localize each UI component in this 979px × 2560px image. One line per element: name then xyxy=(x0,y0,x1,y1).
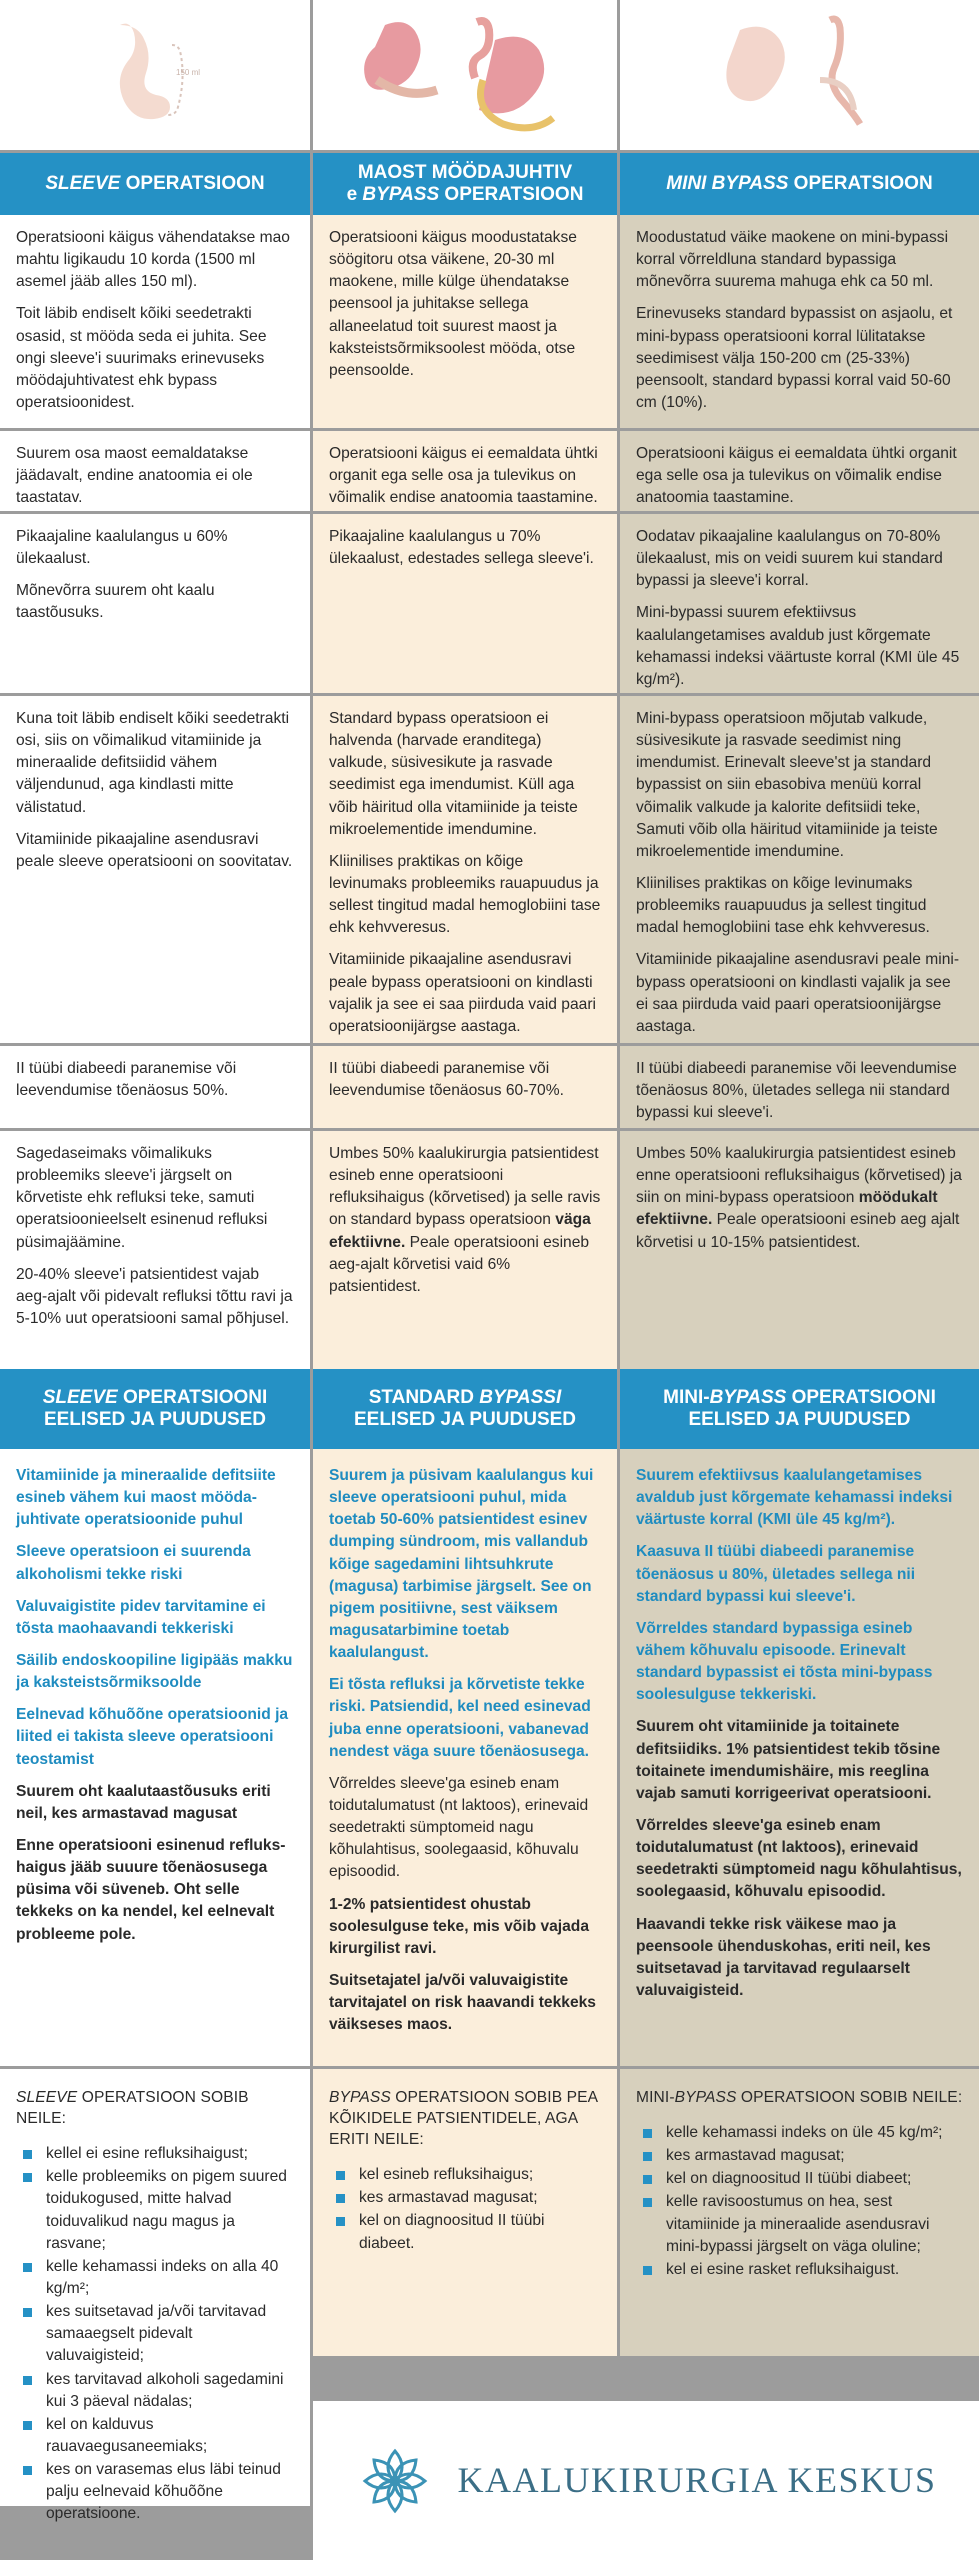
row6-mini xyxy=(620,1131,979,1369)
t: BYPASSI xyxy=(479,1386,562,1408)
row6-bypass xyxy=(313,1131,620,1369)
suitable-mini-list xyxy=(636,2122,963,2281)
row4-mini xyxy=(620,696,979,1046)
header-bypass-line1: MAOST MÖÖDAJUHTIV xyxy=(357,161,573,183)
suitable-mini xyxy=(620,2069,979,2359)
pro-item: Võrreldes standard bypassiga esineb vähem kõhuvalu episoode. Erinevalt standard bypassist ei tõsta mini-bypass soolesulguse tekkeriski. xyxy=(636,1619,933,1704)
t: STANDARD xyxy=(368,1386,480,1408)
header-bypass-pre: e xyxy=(346,184,363,205)
lotus-logo-icon xyxy=(355,2441,435,2521)
list-item: kel ei esine rasket refluksihaigust. xyxy=(636,2259,963,2281)
row3-mini xyxy=(620,514,979,696)
t: BYPASS xyxy=(674,2089,737,2106)
pro-item: Vitamiinide ja mineraalide defitsiite esineb vähem kui maost mööda-juhtivate operatsioonide puhul xyxy=(16,1467,276,1529)
text: Erinevuseks standard bypassist on asjaolu, et mini-bypass operatsiooni korral lülitatakse seedimisest välja 150-200 cm (25-33%) peensoolt, standard bypassi korral vaid 50-60 cm (10%). xyxy=(636,305,953,411)
suitable-sleeve-list xyxy=(16,2143,294,2525)
list-item: kel on kalduvus rauavaegusaneemiaks; xyxy=(16,2414,294,2458)
suitable-sleeve-title xyxy=(16,2087,294,2129)
text-bold: möödukalt efektiivne. xyxy=(636,1189,938,1229)
text: 20-40% sleeve'i patsientidest vajab aeg-ajalt või pidevalt refluksi tõttu ravi ja 5-10% uut operatsiooni samal põhjusel. xyxy=(16,1265,293,1327)
t: OPERATSIOON SOBIB PEA KÕIKIDELE PATSIENTIDELE, AGA ERITI NEILE: xyxy=(329,2089,598,2149)
suitable-sleeve xyxy=(0,2069,313,2523)
list-item: kes suitsetavad ja/või tarvitavad samaaegselt pidevalt valuvaigisteid; xyxy=(16,2301,294,2367)
t: BYPASS xyxy=(329,2089,391,2106)
logo-banner xyxy=(313,2401,979,2560)
text: Peale operatsiooni esineb aeg-ajalt kõrvetisi vaid 6% patsientidest. xyxy=(329,1233,590,1295)
row4-bypass xyxy=(313,696,620,1046)
t: SLEEVE xyxy=(16,2089,78,2106)
row1-mini xyxy=(620,215,979,431)
text: Oodatav pikaajaline kaalulangus on 70-80% ülekaalust, mis on veidi suurem kui standard bypassi ja sleeve'i korral. xyxy=(636,528,943,590)
header-mini-bypass xyxy=(620,153,979,215)
text: Kliinilises praktikas on kõige levinumaks probleemiks rauapuudus ja sellest tingitud madal hemoglobiini tase ehk kehvveresus. xyxy=(636,874,930,937)
suitable-bypass-list xyxy=(329,2164,601,2255)
list-item: kes on varasemas elus läbi teinud palju eelnevaid kõhuõõne operatsioone. xyxy=(16,2459,294,2525)
pro-item: Suurem efektiivsus kaalulangetamises avaldub just kõrgemate kehamassi indeksi väärtuste korral (KMI üle 45 kg/m²). xyxy=(636,1467,953,1529)
text: II tüübi diabeedi paranemise või leevendumise tõenäosus 60-70%. xyxy=(329,1060,564,1100)
row6-sleeve xyxy=(0,1131,313,1369)
row5-mini xyxy=(620,1046,979,1131)
header-sleeve-post: OPERATSIOON xyxy=(120,172,265,194)
t: OPERATSIOON SOBIB NEILE: xyxy=(16,2089,249,2128)
row4-sleeve xyxy=(0,696,313,1046)
pros-header-mini xyxy=(620,1369,979,1449)
text: Mini-bypass operatsioon mõjutab valkude, süsivesikute ja rasvade seedimist ning imendumist. Erinevalt sleeve'st ja standard bypassist on siin ebasobiva menüü korral võimalik valkude ja kalorite defitsiidi teke, Samuti võib olla häiritud vitamiinide ja teiste mikroelementide imendumine. xyxy=(636,710,938,860)
t: EELISED JA PUUDUSED xyxy=(353,1409,577,1430)
stomach-sleeve-icon xyxy=(80,15,230,135)
row2-bypass xyxy=(313,431,620,514)
t: MINI- xyxy=(636,2089,675,2106)
row5-bypass xyxy=(313,1046,620,1131)
row3-sleeve xyxy=(0,514,313,696)
pro-item: Eelnevad kõhuõõne operatsioonid ja liited ei takista sleeve operatsiooni teostamist xyxy=(16,1706,289,1768)
t: SLEEVE xyxy=(42,1386,118,1408)
text: Peale operatsiooni esineb aeg ajalt kõrvetisi u 10-15% patsientidest. xyxy=(636,1211,960,1251)
con-item: Võrreldes sleeve'ga esineb enam toidutalumatust (nt laktoos), erinevaid seedetrakti sümptomeid nagu kõhulahtisus, soolegaasid, kõhuvalu episoodid. xyxy=(329,1774,589,1881)
t: EELISED JA PUUDUSED xyxy=(43,1409,267,1430)
t: OPERATSIOON SOBIB NEILE: xyxy=(736,2089,963,2106)
text: Kuna toit läbib endiselt kõiki seedetrakti osi, siis on võimalikud vitamiinide ja mineraalide defitsiidid vähem väljendunud, aga kindlasti mitte välistatud. xyxy=(16,710,290,816)
con-item: Suurem oht vitamiinide ja toitainete defitsiidiks. 1% patsientidest tekib tõsine toitainete imendumishäire, mis reeglina vajab samuti korrigeerivat operatsiooni. xyxy=(636,1718,941,1802)
text-bold: väga efektiivne. xyxy=(329,1211,591,1251)
suitable-bypass xyxy=(313,2069,620,2359)
text: Pikaajaline kaalulangus u 60% ülekaalust. xyxy=(16,528,228,568)
header-sleeve-em: SLEEVE xyxy=(45,172,121,194)
text: Kliinilises praktikas on kõige levinumaks probleemiks rauapuudus ja sellest tingitud madal hemoglobiini tase ehk kehvveresus. xyxy=(329,852,601,937)
list-item: kellel ei esine refluksihaigust; xyxy=(16,2143,294,2165)
list-item: kes armastavad magusat; xyxy=(636,2145,963,2167)
pro-item: Säilib endoskoopiline ligipääs makku ja kaksteistsõrmiksoolde xyxy=(16,1651,293,1692)
pros-header-sleeve xyxy=(0,1369,313,1449)
list-item: kel on diagnoositud II tüübi diabeet. xyxy=(329,2210,601,2254)
sleeve-stomach-illustration xyxy=(0,0,313,153)
text: II tüübi diabeedi paranemise või leevendumise tõenäosus 50%. xyxy=(16,1060,237,1100)
text: Mini-bypassi suurem efektiivsus kaalulangetamises avaldub just kõrgemate kehamassi indeksi väärtuste korral (KMI üle 45 kg/m²). xyxy=(636,604,960,688)
bypass-stomach-illustration xyxy=(313,0,620,153)
suitable-mini-title xyxy=(636,2087,963,2108)
text: Pikaajaline kaalulangus u 70% ülekaalust, edestades sellega sleeve'i. xyxy=(329,528,594,568)
text: Operatsiooni käigus moodustatakse söögitoru otsa väikene, 20-30 ml maokene, mille külge ühendatakse peensool ja juhitakse sellega allaneelatud toit suurest maost ja kaksteistsõrmiksoolest mööda, otse peensoolde. xyxy=(329,229,577,379)
row1-sleeve xyxy=(0,215,313,431)
list-item: kelle probleemiks on pigem suured toidukogused, mitte halvad toiduvalikud nagu magus ja rasvane; xyxy=(16,2166,294,2255)
pro-item: Ei tõsta refluksi ja kõrvetiste tekke riski. Patsiendid, kel need esinevad juba enne operatsiooni, vabanevad nendest väga suure tõenäosusega. xyxy=(329,1676,591,1760)
text: Moodustatud väike maokene on mini-bypassi korral võrreldluna standard bypassiga mõnevõrra suurema mahuga ehk ca 50 ml. xyxy=(636,229,949,291)
t: EELISED JA PUUDUSED xyxy=(688,1409,911,1430)
text: Umbes 50% kaalukirurgia patsientidest esineb enne operatsiooni refluksihaigus (kõrvetised) ja siin on mini-bypass operatsioon xyxy=(636,1145,962,1207)
con-item: Haavandi tekke risk väikese mao ja peensoole ühenduskohas, eriti neil, kes suitsetavad ja tarvitavad regulaarselt valuvaigisteid. xyxy=(636,1915,931,1999)
list-item: kel esineb refluksihaigus; xyxy=(329,2164,601,2186)
logo-text: KAALUKIRURGIA KESKUS xyxy=(457,2459,937,2500)
text: Vitamiinide pikaajaline asendusravi peale mini-bypass operatsiooni on kindlasti vajalik ja see ei saa piirduda vaid paari operatsioonijärgse aastaga. xyxy=(636,951,960,1035)
text: Operatsiooni käigus vähendatakse mao mahtu ligikaudu 10 korda (1500 ml asemel jääb alles 150 ml). xyxy=(16,229,290,291)
t: OPERATSIOONI xyxy=(786,1386,936,1408)
text: II tüübi diabeedi paranemise või leevendumise tõenäosus 80%, ületades sellega nii standard bypassi kui sleeve'i. xyxy=(636,1060,957,1122)
text: Sagedaseimaks võimalikuks probleemiks sleeve'i järgselt on kõrvetiste ehk refluksi teke, samuti operatsioonieelselt esinenud refluksi püsimajäämine. xyxy=(16,1145,268,1251)
header-bypass-post: OPERATSIOON xyxy=(439,184,584,205)
pros-sleeve xyxy=(0,1449,313,2069)
pro-item: Sleeve operatsioon ei suurenda alkoholismi tekke riski xyxy=(16,1543,251,1583)
pros-mini xyxy=(620,1449,979,2069)
text: Mõnevõrra suurem oht kaalu taastõusuks. xyxy=(16,582,215,622)
t: MINI- xyxy=(663,1386,710,1408)
pros-bypass xyxy=(313,1449,620,2069)
text: Vitamiinide pikaajaline asendusravi peale sleeve operatsiooni on soovitatav. xyxy=(16,830,293,870)
header-mini-post: OPERATSIOON xyxy=(788,172,933,194)
con-item: Suurem oht kaalutaastõusuks eriti neil, kes armastavad magusat xyxy=(16,1782,271,1822)
row2-sleeve xyxy=(0,431,313,514)
row3-bypass xyxy=(313,514,620,696)
text: Operatsiooni käigus ei eemaldata ühtki organit ega selle osa ja tulevikus on võimalik endise anatoomia taastamine. xyxy=(636,445,957,507)
stomach-mini-bypass-icon xyxy=(710,10,890,140)
list-item: kelle kehamassi indeks on alla 40 kg/m²; xyxy=(16,2256,294,2300)
svg-text:150 ml: 150 ml xyxy=(176,68,201,77)
pro-item: Kaasuva II tüübi diabeedi paranemise tõenäosus u 80%, ületades sellega nii standard bypassi kui sleeve'i. xyxy=(636,1543,916,1605)
pro-item: Suurem ja püsivam kaalulangus kui sleeve operatsiooni puhul, mida toetab 50-60% patsientidest esinev dumping sündroom, mis vallandub kõige sagedamini lihtsuhkrute (magusa) tarbimise järgselt. See on pigem positiivne, sest väiksem magusatarbimine toetab kaalulangust. xyxy=(329,1467,594,1662)
con-item: Võrreldes sleeve'ga esineb enam toidutalumatust (nt laktoos), erinevaid seedetrakti sümptomeid nagu kõhulahtisus, soolegaasid, kõhuvalu episoodid. xyxy=(636,1816,962,1901)
header-bypass xyxy=(313,153,620,215)
list-item: kel on diagnoositud II tüübi diabeet; xyxy=(636,2168,963,2190)
list-item: kelle ravisoostumus on hea, sest vitamiinide ja mineraalide asendusravi mini-bypassi järgselt on väga oluline; xyxy=(636,2191,963,2257)
header-sleeve xyxy=(0,153,313,215)
t: BYPASS xyxy=(709,1386,787,1408)
t: OPERATSIOONI xyxy=(117,1386,268,1408)
list-item: kes tarvitavad alkoholi sagedamini kui 3 päeval nädalas; xyxy=(16,2369,294,2413)
con-item: Suitsetajatel ja/või valuvaigistite tarvitajatel on risk haavandi tekkeks väikseses maos. xyxy=(329,1971,596,2034)
header-bypass-em: BYPASS xyxy=(362,184,440,205)
con-item: 1-2% patsientidest ohustab soolesulguse teke, mis võib vajada kirurgilist ravi. xyxy=(329,1895,589,1957)
con-item: Enne operatsiooni esinenud refluks-haigus jääb suuure tõenäosusega püsima või süveneb. Oht selle tekkeks on ka nendel, kel eelnevalt probleeme pole. xyxy=(16,1836,286,1943)
suitable-bypass-title xyxy=(329,2087,601,2150)
pro-item: Valuvaigistite pidev tarvitamine ei tõsta maohaavandi tekkeriski xyxy=(16,1597,266,1637)
list-item: kes armastavad magusat; xyxy=(329,2187,601,2209)
stomach-bypass-icon xyxy=(355,10,575,140)
text: Operatsiooni käigus ei eemaldata ühtki organit ega selle osa ja tulevikus on võimalik endise anatoomia taastamine. xyxy=(329,445,598,507)
text: Suurem osa maost eemaldatakse jäädavalt, endine anatoomia ei ole taastatav. xyxy=(16,445,253,507)
text: Standard bypass operatsioon ei halvenda (harvade eranditega) valkude, süsivesikute ja rasvade seedimist ega imendumist. Küll aga võib häiritud olla vitamiinide ja teiste mikroelementide imendumine. xyxy=(329,710,578,838)
row1-bypass xyxy=(313,215,620,431)
header-mini-em: MINI BYPASS xyxy=(666,172,789,194)
text: Toit läbib endiselt kõiki seedetrakti osasid, st mööda seda ei juhita. See ongi sleeve'i suurimaks erinevuseks möödajuhtivatest ehk bypass operatsioonidest. xyxy=(16,305,267,411)
mini-bypass-stomach-illustration xyxy=(620,0,979,153)
row5-sleeve xyxy=(0,1046,313,1131)
list-item: kelle kehamassi indeks on üle 45 kg/m²; xyxy=(636,2122,963,2144)
text: Vitamiinide pikaajaline asendusravi peale bypass operatsiooni on kindlasti vajalik ja see ei saa piirduda vaid paari operatsioonijärgse aastaga. xyxy=(329,951,596,1035)
pros-header-bypass xyxy=(313,1369,620,1449)
row2-mini xyxy=(620,431,979,514)
text: Umbes 50% kaalukirurgia patsientidest esineb enne operatsiooni refluksihaigus (kõrvetised) ja selle ravis on standard bypass operatsioon xyxy=(329,1145,601,1229)
